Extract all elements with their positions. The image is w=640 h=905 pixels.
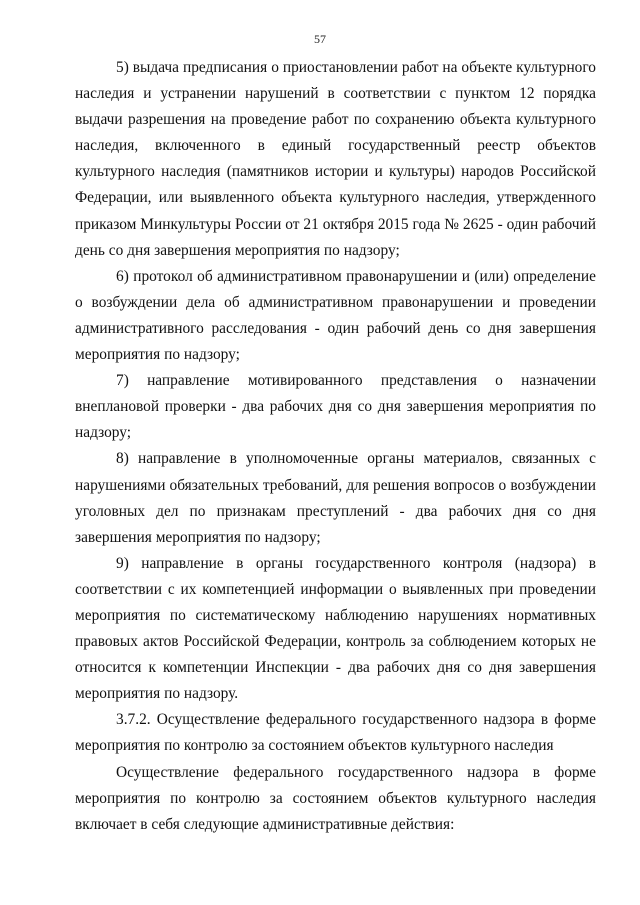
- paragraph-item-5: 5) выдача предписания о приостановлении работ на объекте культурного наследия и устранении нарушений в соответствии с пунктом 12 порядка выдачи разрешения на проведение работ по сохранению объекта культурного наследия, включенного в единый государственный реестр объектов культурного наследия (памятников истории и культуры) народов Российской Федерации, или выявленного объекта культурного наследия, утвержденного приказом Минкультуры России от 21 октября 2015 года № 2625 - один рабочий день со дня завершения мероприятия по надзору;: [75, 59, 596, 259]
- section-heading-3-7-2: 3.7.2. Осуществление федерального государственного надзора в форме мероприятия по контролю за состоянием объектов культурного наследия: [75, 711, 596, 755]
- paragraph-item-7: 7) направление мотивированного представления о назначении внеплановой проверки - два рабочих дня со дня завершения мероприятия по надзору;: [75, 372, 596, 442]
- paragraph-item-9: 9) направление в органы государственного контроля (надзора) в соответствии с их компетенцией информации о выявленных при проведении мероприятия по систематическому наблюдению нарушениях нормативных правовых актов Российской Федерации, контроль за соблюдением которых не относится к компетенции Инспекции - два рабочих дня со дня завершения мероприятия по надзору.: [75, 554, 596, 703]
- paragraph-intro: Осуществление федерального государственного надзора в форме мероприятия по контролю за состоянием объектов культурного наследия включает в себя следующие административные действия:: [75, 763, 596, 833]
- paragraph-item-6: 6) протокол об административном правонарушении и (или) определение о возбуждении дела об административном правонарушении и проведении административного расследования - один рабочий день со дня завершения мероприятия по надзору;: [75, 267, 596, 364]
- paragraph-item-8: 8) направление в уполномоченные органы материалов, связанных с нарушениями обязательных требований, для решения вопросов о возбуждении уголовных дел по признакам преступлений - два рабочих дня со дня завершения мероприятия по надзору;: [75, 450, 596, 546]
- document-body: [75, 55, 596, 838]
- page-number: 57: [314, 32, 326, 46]
